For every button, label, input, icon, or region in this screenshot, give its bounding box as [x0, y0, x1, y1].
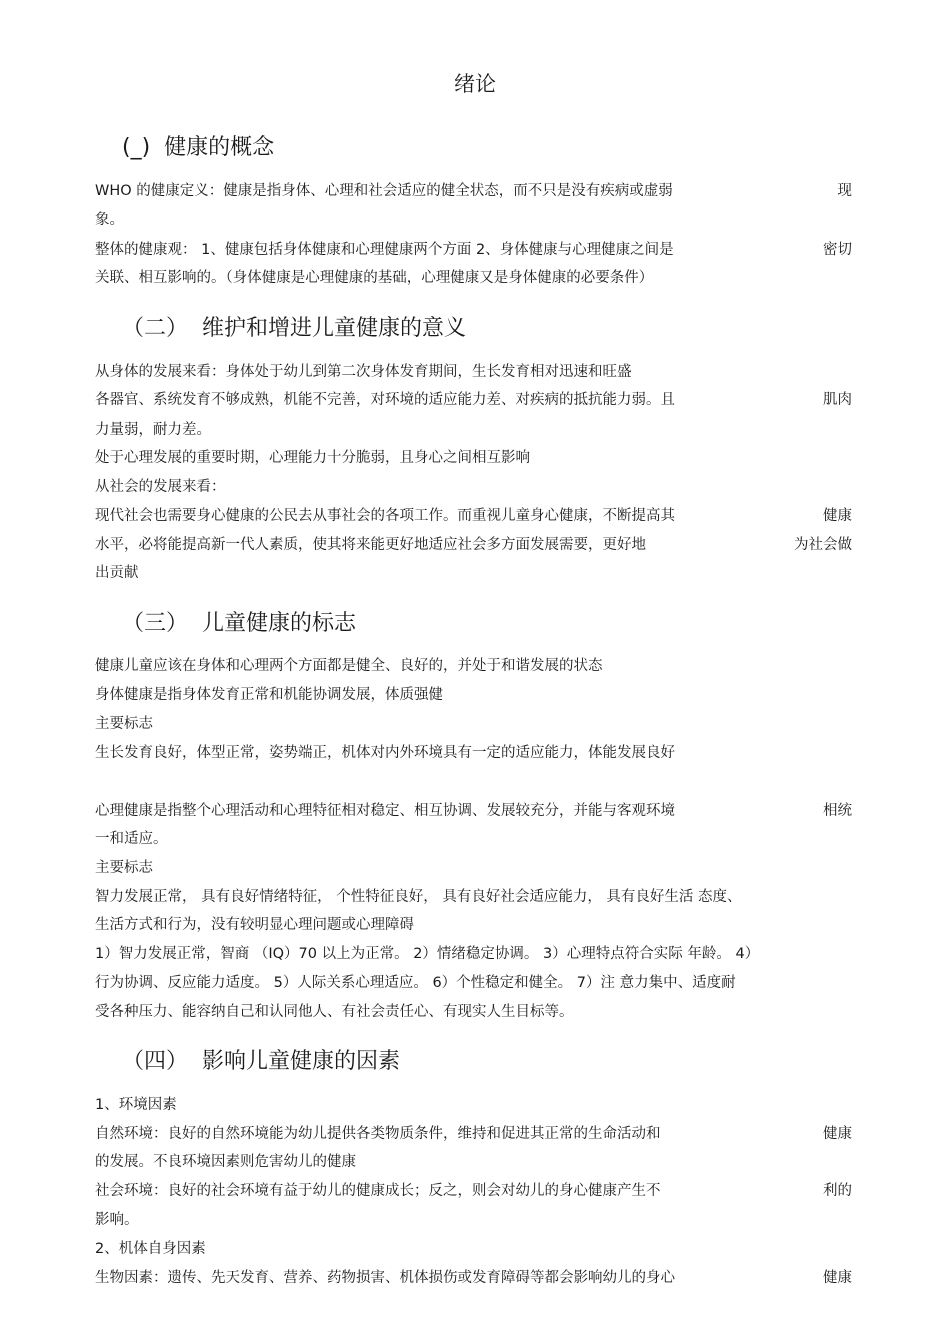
line-text: 生活方式和行为，没有较明显心理问题或心理障碍: [95, 917, 414, 933]
line-tail-text: 相统: [823, 803, 852, 819]
section-heading: [122, 314, 466, 344]
line-text: WHO 的健康定义：健康是指身体、心理和社会适应的健全状态，而不只是没有疾病或虚弱: [95, 183, 673, 199]
line-tail-text: 健康: [823, 1126, 852, 1142]
line-text: 主要标志: [95, 860, 153, 876]
paragraph-line: [95, 1210, 852, 1230]
line-text: 各器官、系统发育不够成熟，机能不完善，对环境的适应能力差、对疾病的抵抗能力弱。且: [95, 392, 675, 408]
section-number: （二）: [122, 316, 189, 341]
paragraph-line: [95, 420, 852, 440]
line-text: 智力发展正常， 具有良好情绪特征， 个性特征良好， 具有良好社会适应能力， 具有良好生活 态度、: [95, 889, 742, 905]
paragraph-line: [95, 240, 852, 260]
paragraph-line: [95, 685, 852, 705]
line-tail-text: 健康: [823, 508, 852, 524]
paragraph-line: [95, 858, 852, 878]
paragraph-line: [95, 210, 852, 230]
paragraph-line: [95, 448, 852, 468]
line-text: 身体健康是指身体发育正常和机能协调发展，体质强健: [95, 687, 443, 703]
line-text: 力量弱，耐力差。: [95, 422, 211, 438]
line-tail-text: 肌肉: [823, 392, 852, 408]
paragraph-line: [95, 944, 852, 964]
paragraph-line: [95, 268, 852, 288]
section-heading: [122, 133, 274, 163]
line-text: 1）智力发展正常，智商 （IQ）70 以上为正常。 2）情绪稳定协调。 3）心理特点符合实际 年龄。 4）: [95, 946, 760, 962]
line-text: 健康儿童应该在身体和心理两个方面都是健全、良好的，并处于和谐发展的状态: [95, 658, 603, 674]
line-text: 生物因素：遗传、先天发育、营养、药物损害、机体损伤或发育障碍等都会影响幼儿的身心: [95, 1270, 675, 1286]
paragraph-line: [95, 1239, 852, 1259]
line-tail-text: 利的: [823, 1183, 852, 1199]
line-tail-text: 健康: [823, 1270, 852, 1286]
line-text: 出贡献: [95, 565, 139, 581]
line-text: 自然环境：良好的自然环境能为幼儿提供各类物质条件，维持和促进其正常的生命活动和: [95, 1126, 661, 1142]
line-text: 1、环境因素: [95, 1097, 177, 1113]
line-text: 受各种压力、能容纳自己和认同他人、有社会责任心、有现实人生目标等。: [95, 1004, 574, 1020]
line-tail-text: 密切: [823, 242, 852, 258]
line-text: 行为协调、反应能力适度。 5）人际关系心理适应。 6）个性稳定和健全。 7）注 意力集中、适度耐: [95, 975, 736, 991]
section-number: （四）: [122, 1049, 189, 1074]
page-title: 绪论: [454, 72, 496, 96]
line-text: 整体的健康观： 1、健康包括身体健康和心理健康两个方面 2、身体健康与心理健康之间是: [95, 242, 674, 258]
paragraph-line: [95, 829, 852, 849]
line-text: 2、机体自身因素: [95, 1241, 206, 1257]
paragraph-line: [95, 801, 852, 821]
paragraph-line: [95, 714, 852, 734]
paragraph-line: [95, 390, 852, 410]
paragraph-line: [95, 887, 852, 907]
paragraph-line: [95, 362, 852, 382]
line-tail-text: 现: [837, 183, 852, 199]
line-text: 象。: [95, 212, 124, 228]
paragraph-line: [95, 563, 852, 583]
line-text: 主要标志: [95, 716, 153, 732]
paragraph-line: [95, 1095, 852, 1115]
line-text: 的发展。不良环境因素则危害幼儿的健康: [95, 1154, 356, 1170]
line-text: 关联、相互影响的。（身体健康是心理健康的基础，心理健康又是身体健康的必要条件）: [95, 270, 654, 286]
paragraph-line: [95, 1124, 852, 1144]
paragraph-line: [95, 656, 852, 676]
section-heading-text: 儿童健康的标志: [202, 611, 357, 636]
paragraph-line: [95, 743, 852, 763]
paragraph-line: [95, 915, 852, 935]
line-text: 从社会的发展来看：: [95, 479, 226, 495]
paragraph-line: [95, 477, 852, 497]
paragraph-line: [95, 181, 852, 201]
section-number: （三）: [122, 611, 189, 636]
paragraph-line: [95, 973, 852, 993]
section-heading-text: 健康的概念: [164, 135, 275, 160]
paragraph-line: [95, 1152, 852, 1172]
section-heading: [122, 609, 356, 639]
paragraph-line: [95, 506, 852, 526]
line-text: 处于心理发展的重要时期，心理能力十分脆弱，且身心之间相互影响: [95, 450, 530, 466]
line-text: 社会环境：良好的社会环境有益于幼儿的健康成长；反之，则会对幼儿的身心健康产生不: [95, 1183, 661, 1199]
line-text: 影响。: [95, 1212, 139, 1228]
line-text: 现代社会也需要身心健康的公民去从事社会的各项工作。而重视儿童身心健康，不断提高其: [95, 508, 675, 524]
section-heading-text: 影响儿童健康的因素: [202, 1049, 401, 1074]
paragraph-line: [95, 1002, 852, 1022]
line-text: 一和适应。: [95, 831, 168, 847]
paragraph-line: [95, 1268, 852, 1288]
paragraph-line: [95, 535, 852, 555]
section-number: (_): [122, 135, 151, 160]
line-text: 水平，必将能提高新一代人素质，使其将来能更好地适应社会多方面发展需要，更好地: [95, 537, 646, 553]
line-tail-text: 为社会做: [794, 537, 852, 553]
paragraph-line: [95, 1181, 852, 1201]
section-heading: [122, 1047, 400, 1077]
line-text: 心理健康是指整个心理活动和心理特征相对稳定、相互协调、发展较充分，并能与客观环境: [95, 803, 675, 819]
section-heading-text: 维护和增进儿童健康的意义: [202, 316, 467, 341]
line-text: 生长发育良好，体型正常，姿势端正，机体对内外环境具有一定的适应能力，体能发展良好: [95, 745, 675, 761]
line-text: 从身体的发展来看：身体处于幼儿到第二次身体发育期间，生长发育相对迅速和旺盛: [95, 364, 632, 380]
